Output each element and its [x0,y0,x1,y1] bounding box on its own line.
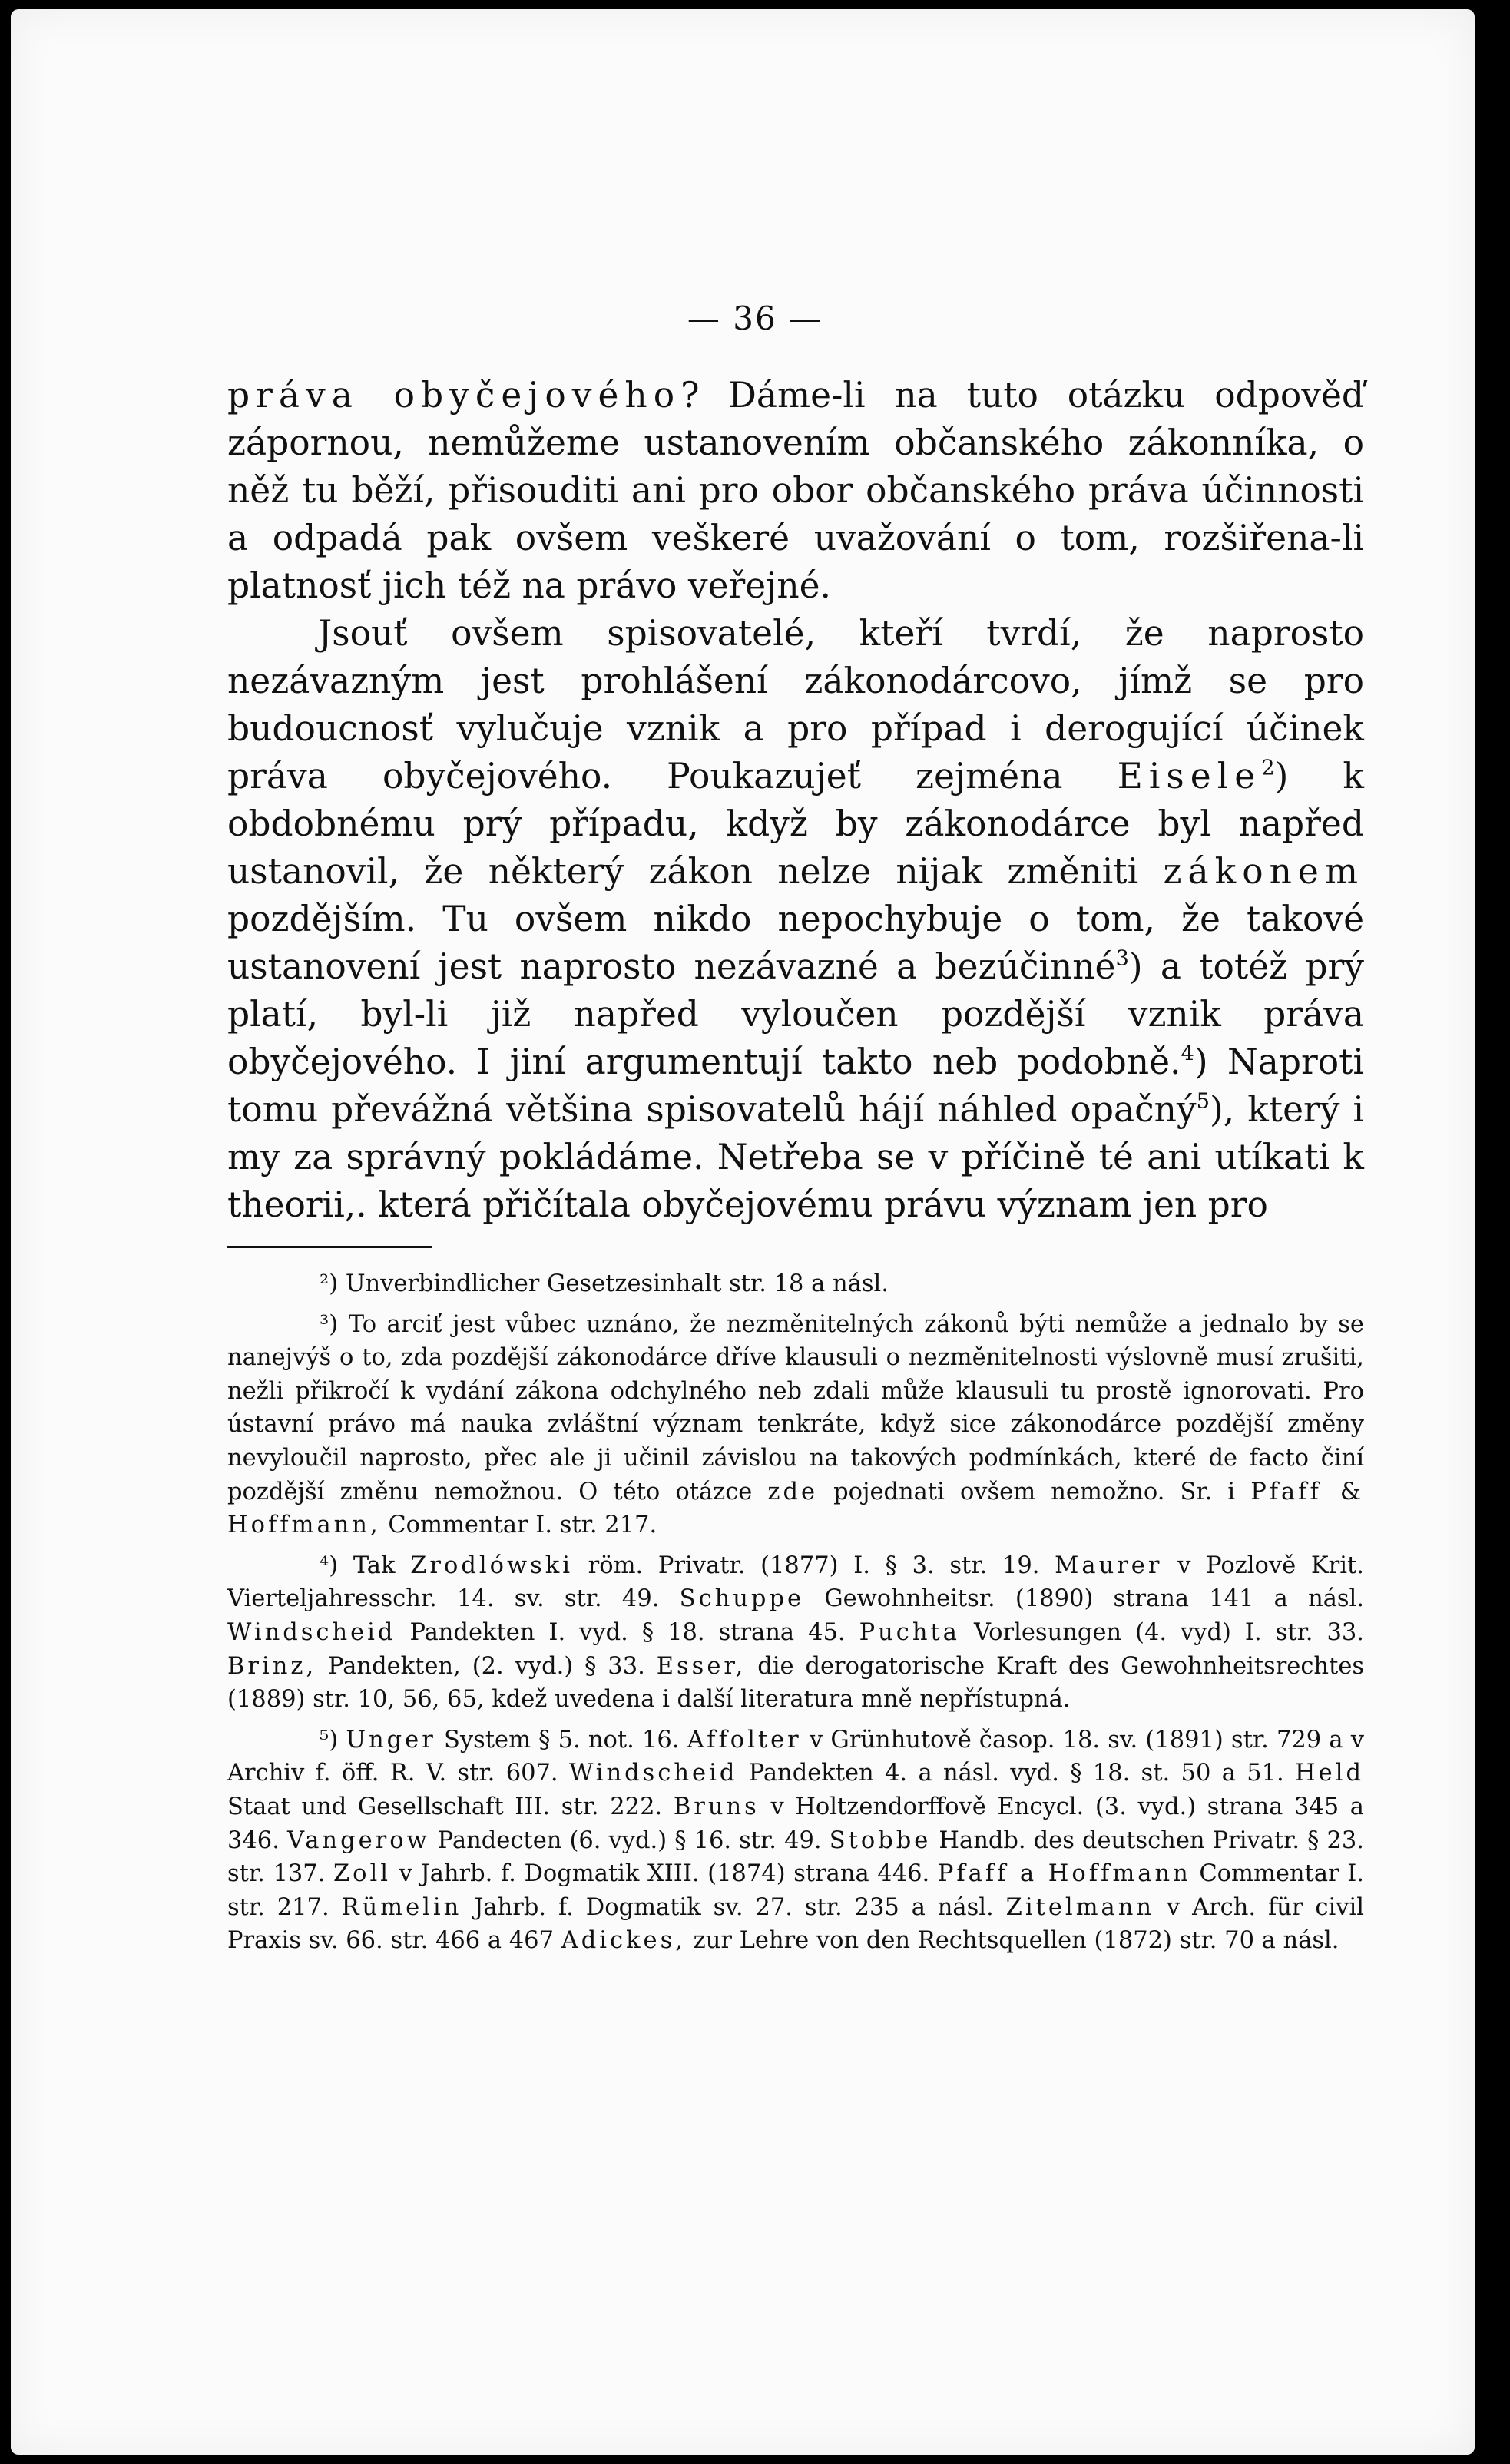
footnote-text: Gewohnheitsr. (1890) strana 141 a násl. [824,1585,1365,1613]
footnote-text: v Jahrb. f. Dogmatik XIII. (1874) strana 446. [399,1860,930,1888]
footnote-text: v Arch. für civil Praxis sv. 66. str. 466 a 467 [227,1893,1364,1955]
author-name: Zitelmann [1005,1893,1155,1921]
footnote-text: ) To arciť jest vůbec uznáno, že nezměnitelných zákonů býti nemůže a jednalo by se nanejvýš o to, zda pozdější zákonodárce dříve klausuli o nezměnitelnosti výslovně musí zrušiti, nežli přikročí k vydání zákona odchylného neb zdali může klausuli tu prostě ignorovati. Pro ústavní právo má nauka zvláštní význam tenkráte, když sice zákonodárce pozdější změny nevyloučil naprosto, přec ale ji učinil závislou na takových podmínkách, které de facto činí pozdější změnu nemožnou. O této otázce [227,1310,1364,1505]
footnote-text: pojednati ovšem nemožno. Sr. i [833,1478,1236,1505]
paragraph-1-text: ? Dáme-li na tuto otázku odpověď zápornou, nemůžeme ustanovením občanského zákonníka, o něž tu běží, přisouditi ani pro obor občanského práva účinnosti a odpadá pak ovšem veškeré uvažování o tom, rozšiřena-li platnosť jich též na právo veřejné. [227,375,1365,606]
author-name: Zrodlówski [410,1552,573,1579]
footnote-3 [227,1308,1364,1542]
author-name: Windscheid [568,1760,738,1787]
paragraph-2-text-b: ) k obdobnému prý případu, když by zákonodárce byl napřed ustanovil, že některý zákon nelze nijak změniti [227,756,1364,892]
author-name: Bruns [673,1793,760,1820]
author-name: Zoll [333,1860,392,1888]
body-text [227,372,1364,1229]
author-name: Affolter [687,1726,802,1754]
footnote-text: Vorlesungen (4. vyd) I. str. 33. [973,1618,1364,1646]
footnote-text: v Grünhutově časop. 18. sv. (1891) str. 729 a v Archiv f. öff. R. V. str. 607. [227,1726,1364,1787]
paragraph-2-text-d: ) a totéž prý platí, byl-li již napřed vyloučen pozdější vznik práva obyčejového. I jiní argumentují takto neb podobně. [227,946,1364,1082]
author-name: Held [1295,1760,1364,1787]
footnote-text: v Holtzendorffově Encycl. (3. vyd.) strana 345 a 346. [227,1793,1364,1854]
spaced-term: zde [767,1478,819,1505]
author-name: Vangerow [287,1826,430,1854]
footnote-mark: ⁴ [320,1552,329,1579]
footnote-text: Pandekten I. vyd. § 18. strana 45. [409,1618,846,1646]
author-name: Unger [346,1726,436,1754]
spaced-zakonem: zákonem [1163,851,1364,892]
footnote-2 [227,1267,1364,1301]
footnote-5 [227,1724,1364,1958]
footnote-ref-2[interactable]: 2 [1261,756,1275,780]
author-name: Brinz, [227,1652,317,1680]
footnote-text: Commentar I. str. 217. [388,1512,657,1539]
page-number: — 36 — [687,300,823,337]
footnote-text: zur Lehre von den Rechtsquellen (1872) str. 70 a násl. [693,1927,1339,1955]
footnote-text: Commentar I. str. 217. [227,1860,1364,1921]
footnote-mark: ⁵ [320,1726,329,1754]
author-name: Pfaff & Hoffmann, [227,1478,1364,1539]
footnote-text: Pandekten, (2. vyd.) § 33. [328,1652,645,1680]
author-name: Stobbe [829,1826,932,1854]
footnote-text: Handb. des deutschen Privatr. § 23. str. 137. [227,1826,1364,1888]
footnotes [227,1267,1364,1965]
footnote-text: System § 5. not. 16. [444,1726,680,1754]
footnote-text: ) Tak [329,1552,396,1579]
author-name: Windscheid [227,1618,396,1646]
scan-border [1475,0,1510,2464]
author-eisele: Eisele [1117,756,1262,796]
paragraph-1 [227,372,1364,610]
footnote-mark: ² [320,1270,329,1297]
footnote-text: Pandecten (6. vyd.) § 16. str. 49. [437,1826,822,1854]
author-name: Rümelin [341,1893,462,1921]
paragraph-2-text-e: ) Naproti tomu převážná většina spisovatelů hájí náhled opačný [227,1042,1364,1130]
footnote-text: v Pozlově Krit. Vierteljahresschr. 14. sv. str. 49. [227,1552,1364,1613]
paragraph-2 [227,610,1364,1229]
footnote-text: ) [329,1726,339,1754]
paragraph-2-text-c: pozdějším. Tu ovšem nikdo nepochybuje o tom, že takové ustanovení jest naprosto nezávazné a bezúčinné [227,899,1364,987]
author-name: Adickes, [561,1927,686,1955]
paragraph-2-text-a: Jsouť ovšem spisovatelé, kteří tvrdí, že naprosto nezávazným jest prohlášení zákonodárcovo, jímž se pro budoucnosť vylučuje vznik a pro případ i derogující účinek práva obyčejového. Poukazujeť zejména [227,613,1364,796]
footnote-ref-5[interactable]: 5 [1196,1089,1210,1114]
footnote-text: Jahrb. f. Dogmatik sv. 27. str. 235 a násl. [474,1893,994,1921]
author-name: Schuppe [679,1585,805,1613]
author-name: Maurer [1055,1552,1163,1579]
footnote-text: die derogatorische Kraft des Gewohnheitsrechtes (1889) str. 10, 56, 65, kdež uvedena i další literatura mně nepřístupná. [227,1652,1365,1714]
author-name: Pfaff a Hoffmann [937,1860,1191,1888]
footnote-text: ) Unverbindlicher Gesetzesinhalt str. 18 a násl. [329,1270,889,1297]
author-name: Puchta [859,1618,960,1646]
footnote-4 [227,1549,1364,1717]
author-name: Esser, [656,1652,747,1680]
footnote-text: Staat und Gesellschaft III. str. 222. [227,1793,663,1820]
footnote-divider [227,1246,432,1248]
footnote-ref-3[interactable]: 3 [1115,946,1129,971]
footnote-ref-4[interactable]: 4 [1181,1042,1194,1066]
spaced-term: práva obyčejového [227,375,681,416]
paragraph-2-text-f: ), který i my za správný pokládáme. Netřeba se v příčině té ani utíkati k theorii,. která přičítala obyčejovému právu význam jen pro [227,1089,1364,1225]
footnote-text: röm. Privatr. (1877) I. § 3. str. 19. [588,1552,1040,1579]
footnote-text: Pandekten 4. a násl. vyd. § 18. st. 50 a 51. [748,1760,1284,1787]
footnote-mark: ³ [320,1310,329,1338]
